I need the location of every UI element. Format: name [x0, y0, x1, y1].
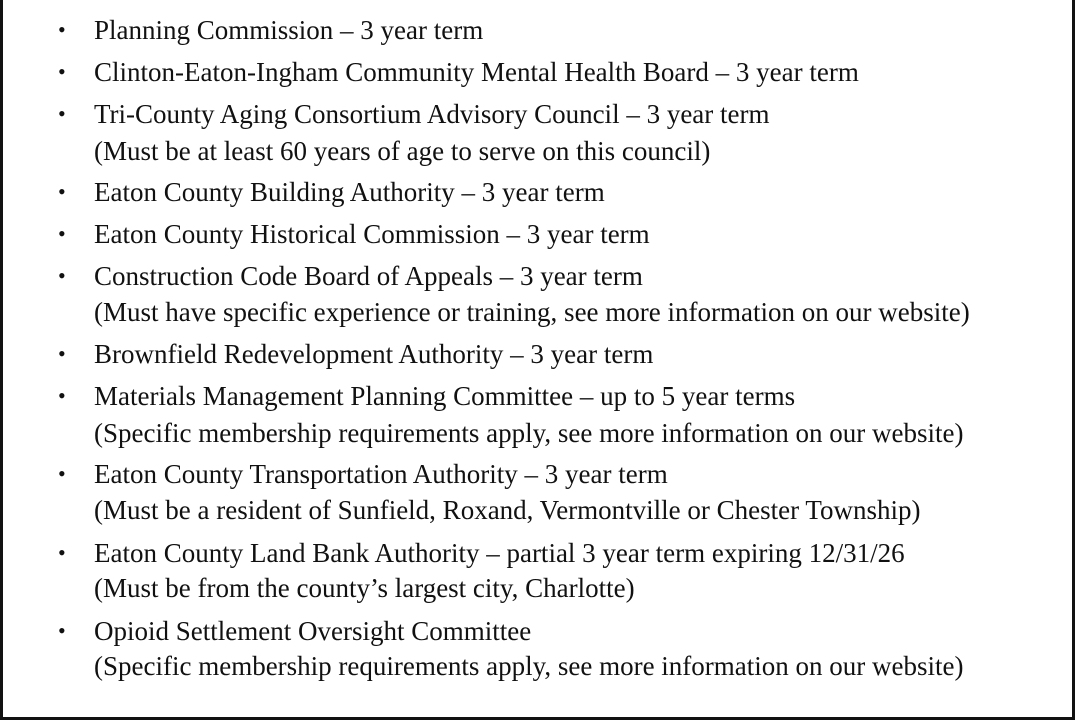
list-bullet: •	[58, 461, 66, 486]
list-item-code-board-appeals: Construction Code Board of Appeals – 3 year term	[94, 261, 643, 291]
list-item-note: (Must have specific experience or training, see more information on our website)	[94, 297, 970, 327]
list-item-brownfield-authority: Brownfield Redevelopment Authority – 3 year term	[94, 339, 654, 369]
list-bullet: •	[58, 179, 66, 204]
list-bullet: •	[58, 101, 66, 126]
list-item-note: (Specific membership requirements apply, see more information on our website)	[94, 651, 964, 681]
list-item-historical-commission: Eaton County Historical Commission – 3 year term	[94, 219, 650, 249]
list-item-note: (Must be a resident of Sunfield, Roxand, Vermontville or Chester Township)	[94, 495, 921, 525]
list-item-land-bank-authority: Eaton County Land Bank Authority – partial 3 year term expiring 12/31/26	[94, 538, 905, 568]
list-bullet: •	[58, 59, 66, 84]
list-bullet: •	[58, 341, 66, 366]
list-item-building-authority: Eaton County Building Authority – 3 year term	[94, 177, 605, 207]
list-bullet: •	[58, 383, 66, 408]
list-bullet: •	[58, 263, 66, 288]
list-item-aging-consortium: Tri-County Aging Consortium Advisory Council – 3 year term	[94, 99, 770, 129]
list-bullet: •	[58, 17, 66, 42]
list-item-mental-health-board: Clinton-Eaton-Ingham Community Mental Health Board – 3 year term	[94, 57, 859, 87]
list-bullet: •	[58, 221, 66, 246]
list-item-note: (Specific membership requirements apply, see more information on our website)	[94, 418, 964, 448]
list-item-transportation-authority: Eaton County Transportation Authority – 3 year term	[94, 459, 668, 489]
list-item-note: (Must be from the county’s largest city, Charlotte)	[94, 573, 635, 603]
list-item-materials-management: Materials Management Planning Committee – up to 5 year terms	[94, 381, 796, 411]
list-bullet: •	[58, 540, 66, 565]
list-item-opioid-settlement: Opioid Settlement Oversight Committee	[94, 616, 532, 646]
list-item-note: (Must be at least 60 years of age to serve on this council)	[94, 136, 711, 166]
list-item-planning-commission: Planning Commission – 3 year term	[94, 15, 484, 45]
list-bullet: •	[58, 618, 66, 643]
